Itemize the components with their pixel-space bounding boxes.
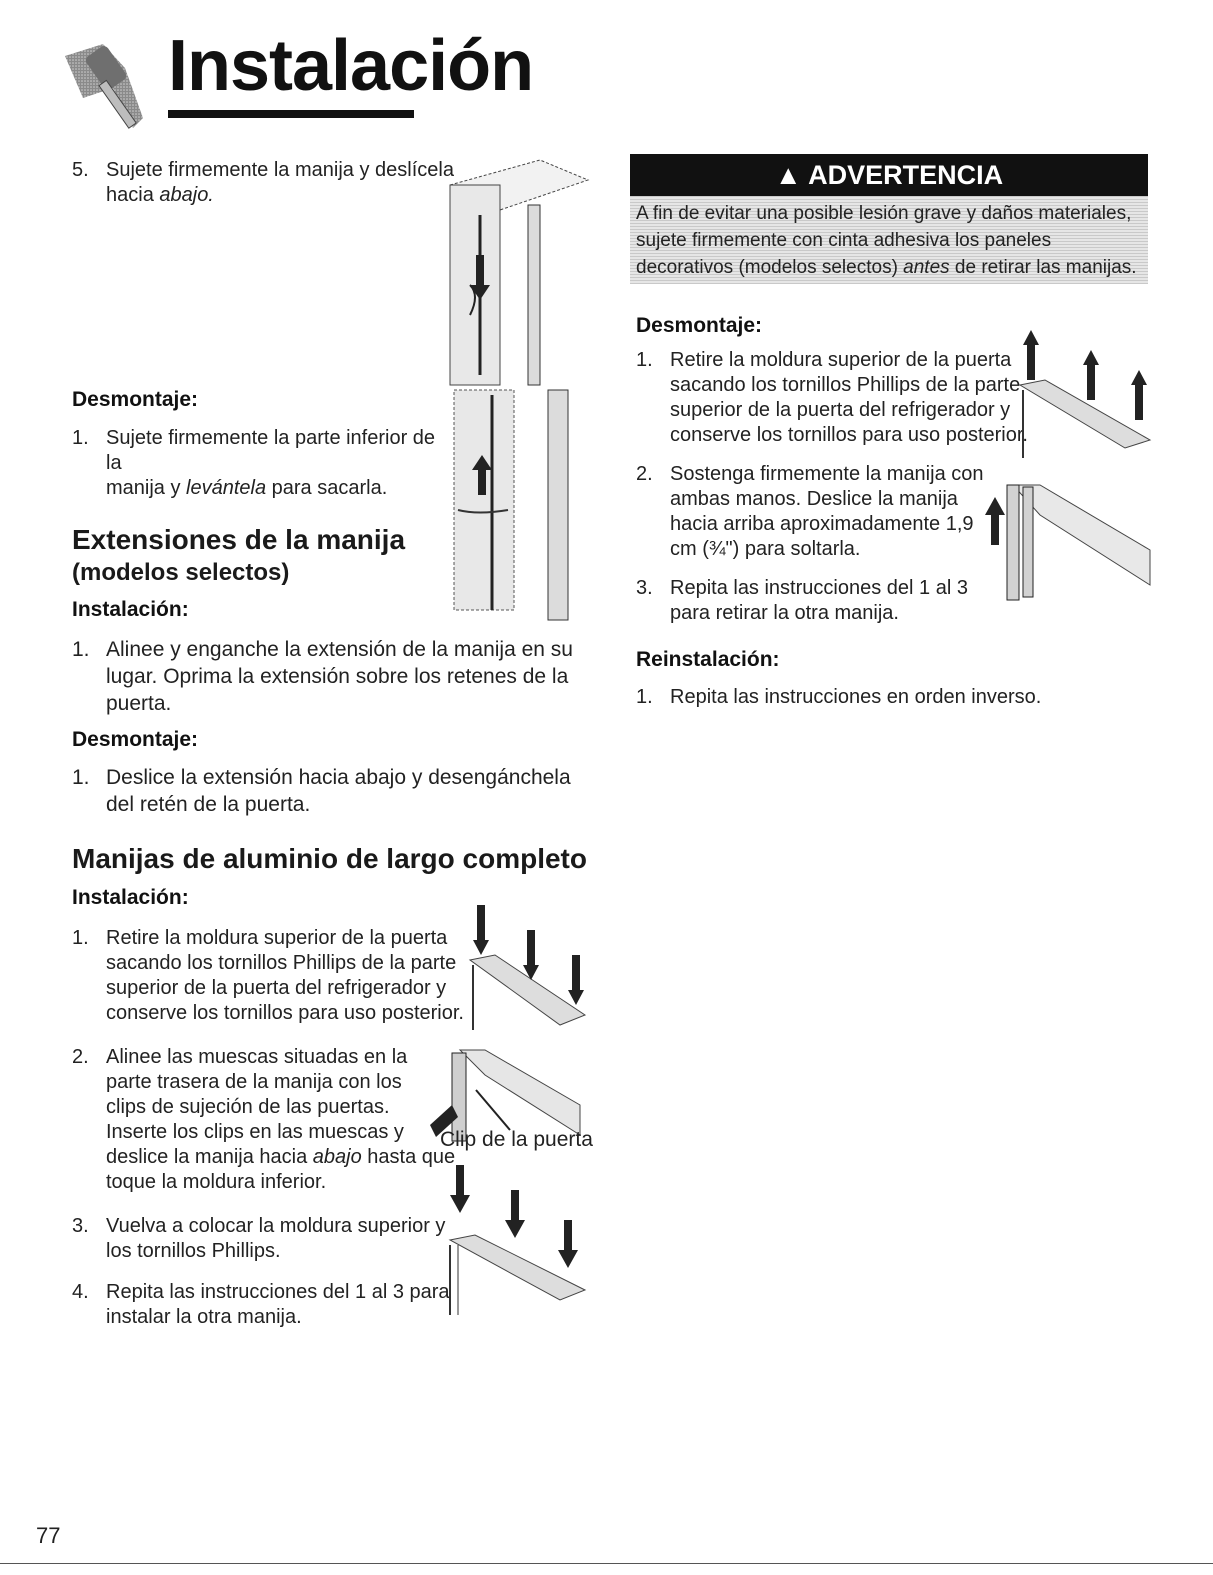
screwdriver-icon [63,38,153,130]
page-number: 77 [36,1523,61,1548]
list-item: 1. Deslice la extensión hacia abajo y desengánchela del retén de la puerta. [72,766,571,816]
list-item: 4. Repita las instrucciones del 1 al 3 para instalar la otra manija. [72,1281,450,1328]
section-subheading: Instalación: [72,598,189,621]
footer-rule [0,1563,1213,1564]
list-item: 1. Retire la moldura superior de la puerta sacando los tornillos Phillips de la parte superior de la puerta del refrigerador y conserve los tornillos para uso posterior. [636,349,1028,446]
warning-triangle-icon: ▲ [774,160,809,190]
section-subheading: Desmontaje: [72,728,199,751]
list-item: 3. Repita las instrucciones del 1 al 3 para retirar la otra manija. [636,577,968,624]
section-heading: Extensiones de la manija [72,524,406,555]
list-item: 2. Alinee las muescas situadas en la parte trasera de la manija con los clips de sujeción de las puertas. Inserte los clips en las muescas y deslice la manija hacia abajo hasta que toque la moldura inferior. [72,1046,456,1193]
title-underline [168,110,414,118]
section-subheading: Desmontaje: [72,388,199,411]
list-item: 1. Retire la moldura superior de la puerta sacando los tornillos Phillips de la parte superior de la puerta del refrigerador y conserve los tornillos para uso posterior. [72,927,464,1024]
handle-slide-up-illustration [985,475,1155,605]
list-item: 1. Sujete firmemente la parte inferior de la manija y levántela para sacarla. [72,427,436,499]
top-trim-removal-illustration [465,900,590,1035]
warning-header: ▲ ADVERTENCIA [630,154,1148,196]
page-title: Instalación [168,26,534,106]
warning-body: A fin de evitar una posible lesión grave y daños materiales, sujete firmemente con cinta adhesiva los paneles decorativos (modelos selectos) antes de retirar las manijas. [630,196,1148,284]
list-item: 2. Sostenga firmemente la manija con ambas manos. Deslice la manija hacia arriba aproximadamente 1,9 cm (¾") para soltarla. [636,463,984,560]
list-item: 1. Alinee y enganche la extensión de la manija en su lugar. Oprima la extensión sobre los retenes de la puerta. [72,638,573,715]
handle-lift-up-illustration [448,390,588,620]
list-item: 3. Vuelva a colocar la moldura superior y los tornillos Phillips. [72,1215,446,1262]
top-trim-removal-illustration [1015,330,1155,460]
clip-label: Clip de la puerta [440,1128,593,1151]
list-item: 5. Sujete firmemente la manija y deslícela hacia abajo. [72,159,454,206]
handle-slide-down-illustration [440,155,590,385]
section-subtitle: (modelos selectos) [72,559,290,586]
top-trim-replace-illustration [440,1165,590,1320]
section-subheading: Instalación: [72,886,189,909]
section-subheading: Desmontaje: [636,314,763,337]
section-subheading: Reinstalación: [636,648,780,671]
list-item: 1. Repita las instrucciones en orden inverso. [636,686,1042,708]
section-heading: Manijas de aluminio de largo completo [72,843,587,874]
